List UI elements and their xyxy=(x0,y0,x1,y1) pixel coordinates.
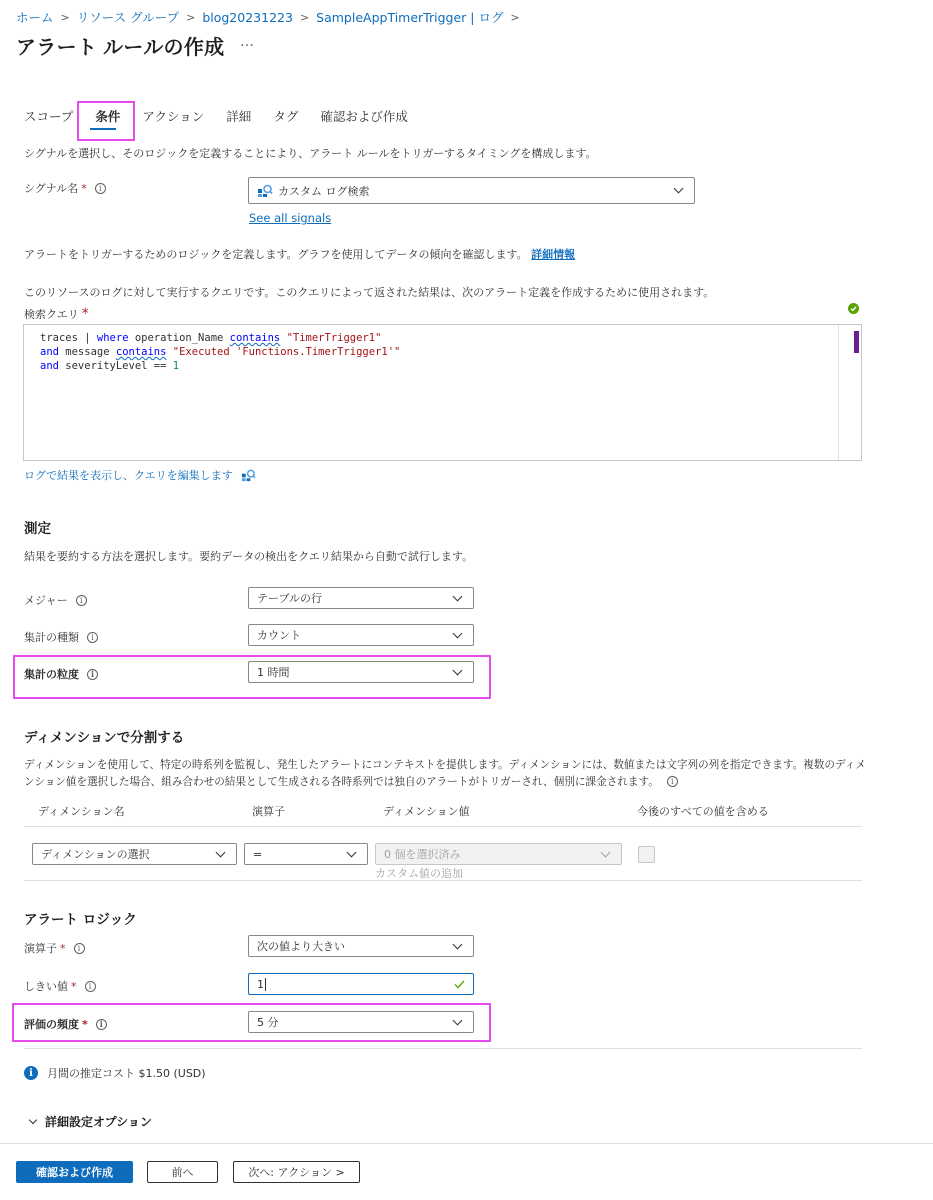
valid-check-icon xyxy=(454,980,465,989)
threshold-value: 1 xyxy=(257,977,264,991)
measure-label-text: メジャー xyxy=(24,594,68,607)
chevron-down-icon xyxy=(347,847,357,857)
chevron-down-icon xyxy=(453,591,463,601)
aggregation-type-text: 集計の種類 xyxy=(24,631,79,644)
dimension-values-dropdown xyxy=(375,843,622,865)
tab-scope[interactable]: スコープ xyxy=(24,109,74,124)
aggregation-type-dropdown[interactable] xyxy=(248,624,474,646)
logic-description xyxy=(24,246,575,262)
highlight-box-condition-tab xyxy=(77,101,135,141)
more-options-button[interactable]: … xyxy=(240,34,255,50)
operator-dropdown[interactable] xyxy=(248,935,474,957)
col-dimension-name: ディメンション名 xyxy=(38,805,125,818)
dimension-description-line1: ディメンションを使用して、特定の時系列を監視し、発生したアラートにコンテキストを提供します。ディメンションには、数値または文字列の列を指定できます。複数のディメ xyxy=(24,759,866,771)
signal-name-dropdown[interactable] xyxy=(248,177,695,204)
dimension-operator-value: = xyxy=(253,847,263,861)
breadcrumb-resource-groups[interactable]: リソース グループ xyxy=(76,10,180,25)
editor-scrollbar-track[interactable] xyxy=(838,325,839,460)
tab-actions[interactable]: アクション xyxy=(142,109,205,124)
chevron-right-icon: > xyxy=(299,10,310,24)
chevron-down-icon xyxy=(29,1115,37,1123)
edit-query-link-text: ログで結果を表示し、クエリを編集します xyxy=(24,469,233,482)
signal-value xyxy=(257,183,370,199)
edit-query-in-logs-link[interactable] xyxy=(24,467,256,483)
chevron-down-icon xyxy=(453,665,463,675)
editor-scrollbar-thumb[interactable] xyxy=(854,331,859,353)
measure-value: テーブルの行 xyxy=(257,592,323,605)
chevron-down-icon xyxy=(453,1015,463,1025)
measure-heading: 測定 xyxy=(24,521,51,537)
threshold-label-text: しきい値 xyxy=(24,980,68,993)
col-dimension-values: ディメンション値 xyxy=(383,805,470,818)
advanced-options-label: 詳細設定オプション xyxy=(45,1115,152,1129)
breadcrumb-resource-group[interactable]: blog20231223 xyxy=(202,9,293,25)
measure-dropdown[interactable] xyxy=(248,587,474,609)
query-description: このリソースのログに対して実行するクエリです。このクエリによって返された結果は、次のアラート定義を作成するために使用されます。 xyxy=(24,286,715,299)
divider xyxy=(24,1048,862,1049)
query-code[interactable] xyxy=(40,331,400,373)
details-link[interactable]: 詳細情報 xyxy=(531,248,576,261)
info-icon[interactable]: i xyxy=(87,669,98,680)
signal-name-label xyxy=(24,180,106,196)
info-icon[interactable]: i xyxy=(74,943,85,954)
advanced-options-toggle[interactable] xyxy=(30,1113,152,1130)
required-marker: * xyxy=(60,941,66,955)
info-icon[interactable]: i xyxy=(76,595,87,606)
breadcrumb xyxy=(16,8,527,26)
alert-logic-heading: アラート ロジック xyxy=(24,912,137,928)
chevron-right-icon: > xyxy=(60,10,70,24)
tab-details[interactable]: 詳細 xyxy=(226,109,252,124)
threshold-label xyxy=(24,978,96,994)
log-search-icon xyxy=(241,469,256,482)
logic-description-text: アラートをトリガーするためのロジックを定義します。グラフを使用してデータの傾向を確認します。 xyxy=(24,248,528,261)
estimated-cost-text: 月間の推定コスト $1.50 (USD) xyxy=(47,1067,206,1080)
chevron-down-icon xyxy=(453,628,463,638)
dimension-name-dropdown[interactable] xyxy=(32,843,237,865)
evaluation-frequency-value: 5 分 xyxy=(257,1016,279,1029)
estimated-cost xyxy=(24,1065,206,1081)
info-icon[interactable]: i xyxy=(87,632,98,643)
log-search-icon xyxy=(257,184,273,198)
measure-description: 結果を要約する方法を選択します。要約データの検出をクエリ結果から自動で試行します。 xyxy=(24,550,474,563)
query-line-2: and message contains "Executed 'Functions.TimerTrigger1'" xyxy=(40,346,401,358)
required-marker: * xyxy=(81,306,89,322)
aggregation-granularity-label xyxy=(24,666,98,682)
tab-review-create[interactable]: 確認および作成 xyxy=(320,109,408,124)
chevron-down-icon xyxy=(601,847,611,857)
query-line-1: traces | where operation_Name contains "TimerTrigger1" xyxy=(40,332,382,344)
info-icon[interactable]: i xyxy=(95,183,106,194)
aggregation-type-value: カウント xyxy=(257,629,301,642)
signal-value-text: カスタム ログ検索 xyxy=(278,184,370,198)
aggregation-granularity-value: 1 時間 xyxy=(257,666,290,679)
previous-button[interactable]: 前へ xyxy=(147,1161,218,1183)
add-custom-value: カスタム値の追加 xyxy=(375,867,463,880)
required-marker: * xyxy=(81,181,87,195)
col-include-future: 今後のすべての値を含める xyxy=(637,805,769,818)
review-create-button[interactable]: 確認および作成 xyxy=(16,1161,133,1183)
next-actions-button[interactable]: 次へ: アクション > xyxy=(233,1161,360,1183)
signal-intro: シグナルを選択し、そのロジックを定義することにより、アラート ルールをトリガーするタイミングを構成します。 xyxy=(24,147,597,160)
measure-label xyxy=(24,592,87,608)
chevron-right-icon: > xyxy=(186,10,196,24)
page-title: アラート ルールの作成 xyxy=(16,37,225,59)
chevron-down-icon xyxy=(674,184,684,194)
info-icon[interactable]: i xyxy=(96,1019,107,1030)
chevron-down-icon xyxy=(453,939,463,949)
threshold-input[interactable] xyxy=(248,973,474,995)
evaluation-frequency-text: 評価の頻度 xyxy=(24,1018,79,1031)
info-icon[interactable]: i xyxy=(85,981,96,992)
dimension-description-line2-text: ンション値を選択した場合、組み合わせの結果として生成される各時系列では独自のアラートがトリガーされ、個別に課金されます。 xyxy=(24,776,659,788)
info-icon[interactable]: i xyxy=(667,776,678,787)
dimension-description-line2 xyxy=(24,774,678,789)
tab-tags[interactable]: タグ xyxy=(273,109,299,124)
chevron-right-icon: > xyxy=(510,10,520,24)
divider xyxy=(24,880,862,881)
col-operator: 演算子 xyxy=(252,805,285,818)
tab-condition[interactable]: 条件 xyxy=(95,109,121,124)
aggregation-type-label xyxy=(24,629,98,645)
footer-divider xyxy=(0,1143,933,1144)
see-all-signals-link[interactable]: See all signals xyxy=(249,211,332,225)
evaluation-frequency-dropdown[interactable] xyxy=(248,1011,474,1033)
valid-check-icon xyxy=(848,303,859,314)
breadcrumb-home[interactable]: ホーム xyxy=(16,10,54,25)
query-line-3: and severityLevel == 1 xyxy=(40,360,180,372)
aggregation-granularity-dropdown[interactable] xyxy=(248,661,474,683)
dimension-name-value: ディメンションの選択 xyxy=(41,848,150,861)
aggregation-granularity-text: 集計の粒度 xyxy=(24,668,79,681)
dimension-values-value: 0 個を選択済み xyxy=(384,848,461,861)
operator-value: 次の値より大きい xyxy=(257,940,345,953)
signal-name-text: シグナル名 xyxy=(24,182,79,195)
divider xyxy=(24,826,862,827)
required-marker: * xyxy=(71,979,77,993)
evaluation-frequency-label xyxy=(24,1016,107,1032)
dimension-operator-dropdown[interactable] xyxy=(244,843,368,865)
required-marker: * xyxy=(82,1017,88,1031)
chevron-down-icon xyxy=(216,847,226,857)
query-editor[interactable] xyxy=(23,324,862,461)
search-query-text: 検索クエリ xyxy=(24,308,79,321)
breadcrumb-resource[interactable]: SampleAppTimerTrigger | ログ xyxy=(316,10,504,25)
include-future-checkbox xyxy=(638,846,655,863)
search-query-label xyxy=(24,306,89,322)
operator-label-text: 演算子 xyxy=(24,942,57,955)
info-filled-icon: i xyxy=(24,1066,38,1080)
dimension-heading: ディメンションで分割する xyxy=(24,730,185,746)
operator-label xyxy=(24,940,85,956)
